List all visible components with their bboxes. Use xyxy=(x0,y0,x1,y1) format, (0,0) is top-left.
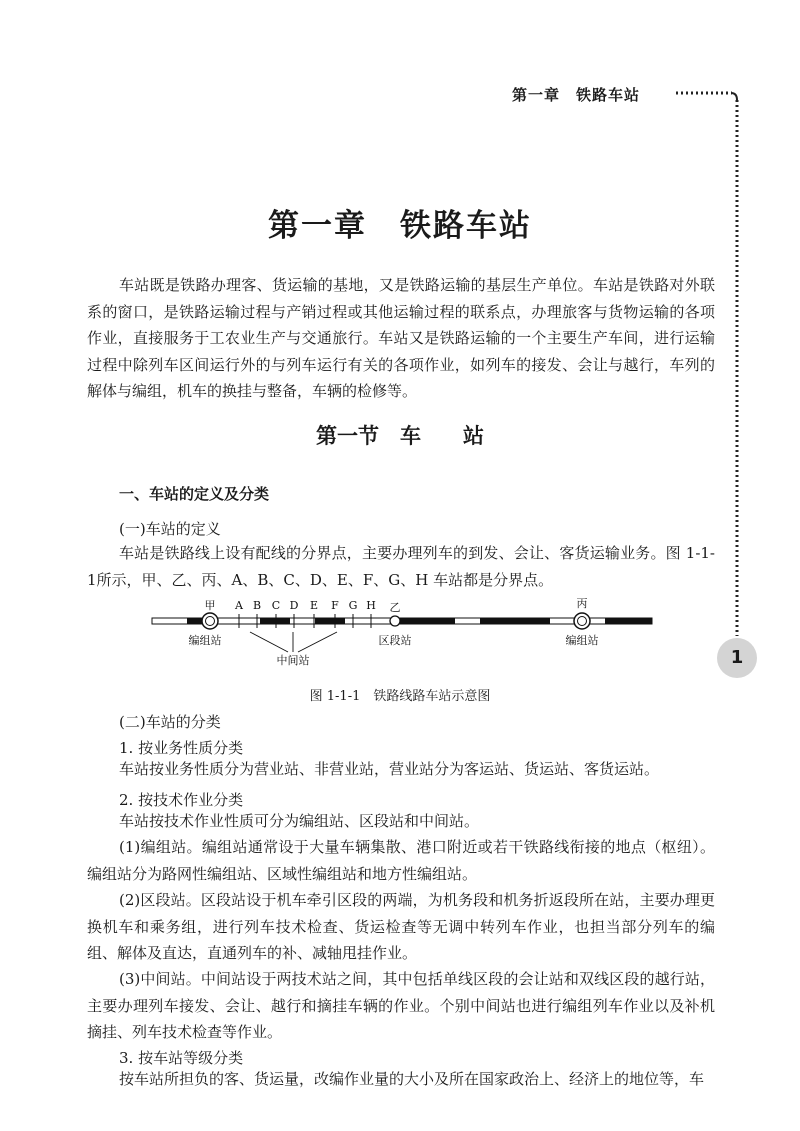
railway-station-diagram xyxy=(140,590,660,682)
station-label: 乙 xyxy=(389,601,401,614)
item-station-grade-title: 3. 按车站等级分类 xyxy=(119,1049,244,1067)
intermediate-leader-line xyxy=(298,632,337,652)
station-label: D xyxy=(289,599,299,612)
page-number: 1 xyxy=(717,638,757,678)
subheading-definition: (一)车站的定义 xyxy=(119,520,221,538)
intermediate-station-paragraph: (3)中间站。中间站设于两技术站之间，其中包括单线区段的会让站和双线区段的越行站，主要办理列车接发、会让、越行和摘挂车辆的作业。个别中间站也进行编组列车作业以及补机摘挂、列车技术检查等作业。 xyxy=(87,970,715,1042)
track-black-segment xyxy=(315,618,345,624)
station-type-label: 编组站 xyxy=(188,634,222,647)
station-label: F xyxy=(331,599,339,612)
station-jia-marker xyxy=(202,613,218,629)
section-title: 第一节 车 站 xyxy=(316,424,484,448)
station-label: 甲 xyxy=(204,599,216,612)
district-station-paragraph: (2)区段站。区段站设于机车牵引区段的两端，为机务段和机务折返段所在站，主要办理更换机车和乘务组，进行列车技术检查、货运检查等无调中转列车作业，也担当部分列车的编组、解体及直达，直通列车的补、减轴甩挂作业。 xyxy=(87,891,715,963)
station-label: A xyxy=(235,599,243,612)
station-label: E xyxy=(309,599,319,612)
item-technical-work-text: 车站按技术作业性质可分为编组站、区段站和中间站。 xyxy=(119,812,480,830)
item-business-nature-text: 车站按业务性质分为营业站、非营业站，营业站分为客运站、货运站、客货运站。 xyxy=(119,760,660,778)
track-black-segment xyxy=(480,618,550,624)
running-header: 第一章 铁路车站 xyxy=(512,86,641,104)
intermediate-leader-line xyxy=(250,632,288,652)
station-label: C xyxy=(271,599,281,612)
chapter-title: 第一章 铁路车站 xyxy=(268,208,532,244)
marshalling-station-paragraph: (1)编组站。编组站通常设于大量车辆集散、港口附近或若干铁路线衔接的地点（枢纽）。编组站分为路网性编组站、区域性编组站和地方性编组站。 xyxy=(87,838,715,883)
track-black-segment xyxy=(260,618,290,624)
heading-station-definition-classification: 一、车站的定义及分类 xyxy=(119,485,270,503)
item-business-nature-title: 1. 按业务性质分类 xyxy=(119,739,244,757)
track-black-segment xyxy=(605,618,652,624)
station-label: B xyxy=(252,599,262,612)
station-label: G xyxy=(348,599,358,612)
item-technical-work-title: 2. 按技术作业分类 xyxy=(119,791,244,809)
station-yi-marker xyxy=(390,616,400,626)
station-type-label: 编组站 xyxy=(565,634,599,647)
station-type-label: 中间站 xyxy=(276,654,310,667)
subheading-classification: (二)车站的分类 xyxy=(119,713,221,731)
edge-corner xyxy=(731,93,737,100)
definition-paragraph: 车站是铁路线上设有配线的分界点，主要办理列车的到发、会让、客货运输业务。图 1-1-1所示，甲、乙、丙、A、B、C、D、E、F、G、H 车站都是分界点。 xyxy=(87,544,715,589)
station-label: 丙 xyxy=(576,597,588,610)
station-type-label: 区段站 xyxy=(378,634,412,647)
station-label: H xyxy=(366,599,376,612)
item-station-grade-text: 按车站所担负的客、货运量，改编作业量的大小及所在国家政治上、经济上的地位等，车 xyxy=(119,1070,705,1088)
intro-paragraph: 车站既是铁路办理客、货运输的基地，又是铁路运输的基层生产单位。车站是铁路对外联系的窗口，是铁路运输过程与产销过程或其他运输过程的联系点，办理旅客与货物运输的各项作业，直接服务于工农业生产与交通旅行。车站又是铁路运输的一个主要生产车间，进行运输过程中除列车区间运行外的与列车运行有关的各项作业，如列车的接发、会让与越行，车列的解体与编组，机车的换挂与整备，车辆的检修等。 xyxy=(87,276,715,401)
station-bing-marker xyxy=(574,613,590,629)
figure-caption: 图 1-1-1 铁路线路车站示意图 xyxy=(309,689,491,704)
track-black-segment xyxy=(400,618,455,624)
